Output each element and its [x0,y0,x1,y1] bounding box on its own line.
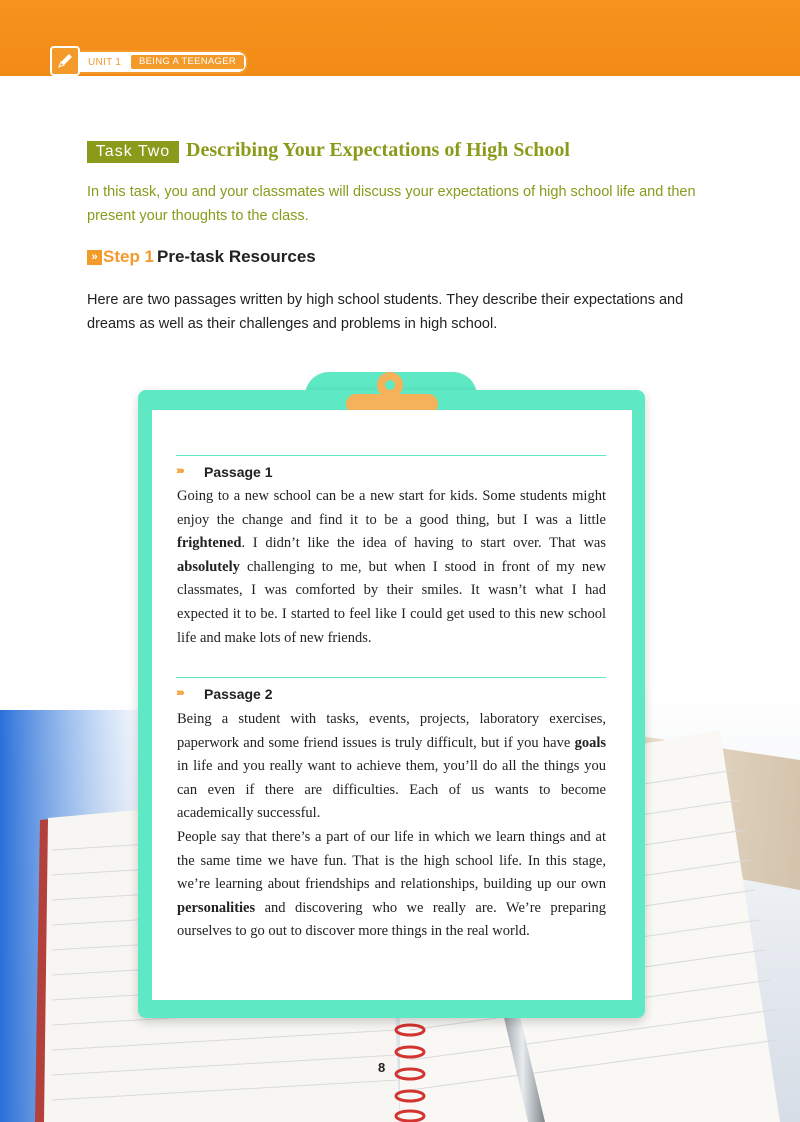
divider-line [176,677,606,678]
passage-text-segment: Going to a new school can be a new start for kids. Some students might enjoy the change and find it to be a good thing, but I was a little [177,488,606,528]
vocab-word: personalities [177,899,256,916]
clipboard-ring-hole [385,380,395,390]
unit-title: BEING A TEENAGER [131,55,244,69]
passage-label: Passage 2 [204,686,273,702]
passage-text-segment: in life and you really want to achieve them, you’ll do all the things you can even if there are difficulties. Each of us wants to become academically successful. [177,758,606,822]
step-description: Here are two passages written by high school students. They describe their expectations and dreams as well as their challenges and problems in high school. [87,292,684,332]
passage-text-segment: People say that there’s a part of our life in which we learn things and at the same time we have fun. That is the high school life. In this stage, we’re learning about friendships and relationships, building up our own [177,828,606,893]
passage-1-text [177,485,606,650]
divider-line [176,455,606,456]
unit-label: UNIT 1 [88,57,122,68]
task-intro: In this task, you and your classmates will discuss your expectations of high school life and then present your thoughts to the class. [87,184,696,224]
vocab-word: goals [574,734,606,751]
step-label: Step 1 [103,247,155,266]
passage-label: Passage 1 [204,464,273,480]
passage-text-segment: challenging to me, but when I stood in front of my new classmates, I was comforted by their smiles. It wasn’t what I had expected it to be. I started to feel like I could get used to this new school life and make lots of new friends. [177,558,606,646]
task-badge: Task Two [87,141,179,163]
passage-2-text [177,708,606,944]
vocab-word: absolutely [177,558,240,575]
double-chevron-icon: » [87,250,102,265]
chevrons-icon: ›››› [176,687,183,699]
pen-icon [50,46,80,76]
task-title: Describing Your Expectations of High School [186,139,570,161]
page-number: 8 [378,1060,386,1075]
vocab-word: frightened [177,535,242,552]
passage-text-segment: Being a student with tasks, events, projects, laboratory exercises, paperwork and some friend issues is truly difficult, but if you have [177,711,606,751]
chevrons-icon: ›››› [176,465,183,477]
step-title: Pre-task Resources [157,247,316,266]
passage-text-segment: and discovering who we really are. We’re preparing ourselves to go out to discover more things in the real world. [177,899,606,940]
passage-text-segment: . I didn’t like the idea of having to start over. That was [241,535,606,552]
